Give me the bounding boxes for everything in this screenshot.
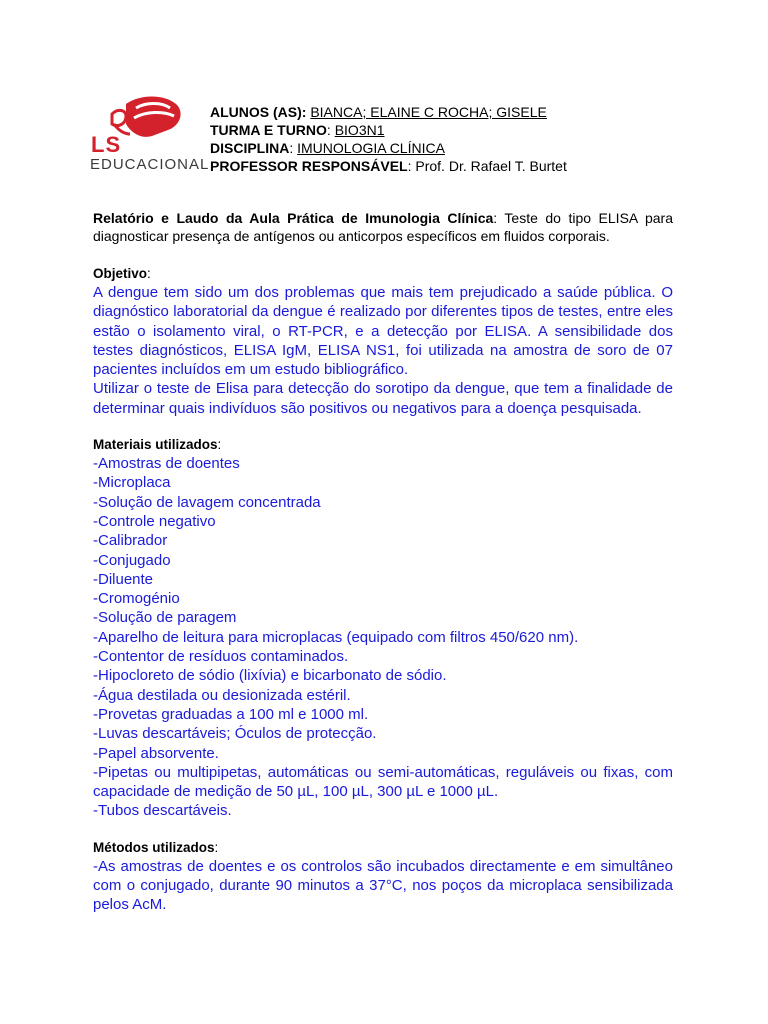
list-item: -Contentor de resíduos contaminados. [93,648,349,666]
professor-value: Prof. Dr. Rafael T. Burtet [415,158,567,174]
intro-title: Relatório e Laudo da Aula Prática de Imunologia Clínica [93,210,494,226]
students-value: BIANCA; ELAINE C ROCHA; GISELE [310,104,547,120]
list-item: -Pipetas ou multipipetas, automáticas ou semi-automáticas, reguláveis ou fixas, com capacidade de medição de 50 µL, 100 µL, 300 µL e 1000 µL. [93,763,673,801]
list-item: -Papel absorvente. [93,744,219,762]
list-item: -Tubos descartáveis. [93,802,232,820]
list-item: -Diluente [93,570,154,588]
students-line [210,103,567,121]
list-item: -Microplaca [93,474,171,492]
objective-paragraph-2: Utilizar o teste de Elisa para detecção do sorotipo da dengue, que tem a finalidade de determinar quais indivíduos são positivos ou negativos para a doença pesquisada. [93,380,673,417]
list-item: -Provetas graduadas a 100 ml e 1000 ml. [93,705,369,723]
list-item: -Cromogénio [93,590,180,608]
intro-paragraph [93,209,673,245]
logo-brand-text: LS [91,132,122,157]
list-item: -Hipocloreto de sódio (lixívia) e bicarbonato de sódio. [93,667,447,685]
header-info [210,103,567,175]
document-header [88,94,688,184]
list-item: -Solução de paragem [93,609,237,627]
list-item: -Controle negativo [93,512,216,530]
list-item: -Água destilada ou desionizada estéril. [93,686,351,704]
list-item: -Conjugado [93,551,171,569]
class-line: TURMA E TURNO: BIO3N1 [210,122,385,138]
professor-label: PROFESSOR RESPONSÁVEL [210,158,408,174]
intro-text: : Teste do tipo ELISA para diagnosticar presença de antígenos ou anticorpos específicos em fluidos corporais. [93,210,673,244]
list-item: -Solução de lavagem concentrada [93,493,321,511]
objective-heading: Objetivo: [93,266,151,281]
methods-heading: Métodos utilizados: [93,839,219,855]
methods-paragraph-1: -As amostras de doentes e os controlos são incubados directamente e em simultâneo com o conjugado, durante 90 minutos a 37°C, nos poços da microplaca sensibilizada pelos AcM. [93,857,673,914]
professor-line: PROFESSOR RESPONSÁVEL: Prof. Dr. Rafael T. Burtet [210,158,567,174]
list-item: -Calibrador [93,532,168,550]
discipline-label: DISCIPLINA [210,140,290,156]
class-value: BIO3N1 [334,122,385,138]
logo-subtitle-text: EDUCACIONAL [90,156,210,173]
objective-paragraph-1: A dengue tem sido um dos problemas que mais tem prejudicado a saúde pública. O diagnóstico laboratorial da dengue é realizado por diferentes tipos de testes, entre eles estão o isolamento viral, o RT-PCR, e a detecção por ELISA. A sensibilidade dos testes diagnósticos, ELISA IgM, ELISA NS1, foi utilizada na amostra de soro de 07 pacientes incluídos em um estudo bibliográfico. [93,284,673,379]
students-label: ALUNOS (AS): [210,104,307,120]
class-label: TURMA E TURNO [210,122,327,138]
document-body [93,209,673,915]
list-item: -Aparelho de leitura para microplacas (equipado com filtros 450/620 nm). [93,628,579,646]
discipline-value: IMUNOLOGIA CLÍNICA [297,140,445,156]
list-item: -Amostras de doentes [93,455,240,473]
ls-educacional-logo [88,94,210,179]
materials-list [93,454,673,821]
discipline-line: DISCIPLINA: IMUNOLOGIA CLÍNICA [210,140,445,156]
list-item: -Luvas descartáveis; Óculos de protecção. [93,725,377,743]
materials-heading: Materiais utilizados: [93,437,222,453]
